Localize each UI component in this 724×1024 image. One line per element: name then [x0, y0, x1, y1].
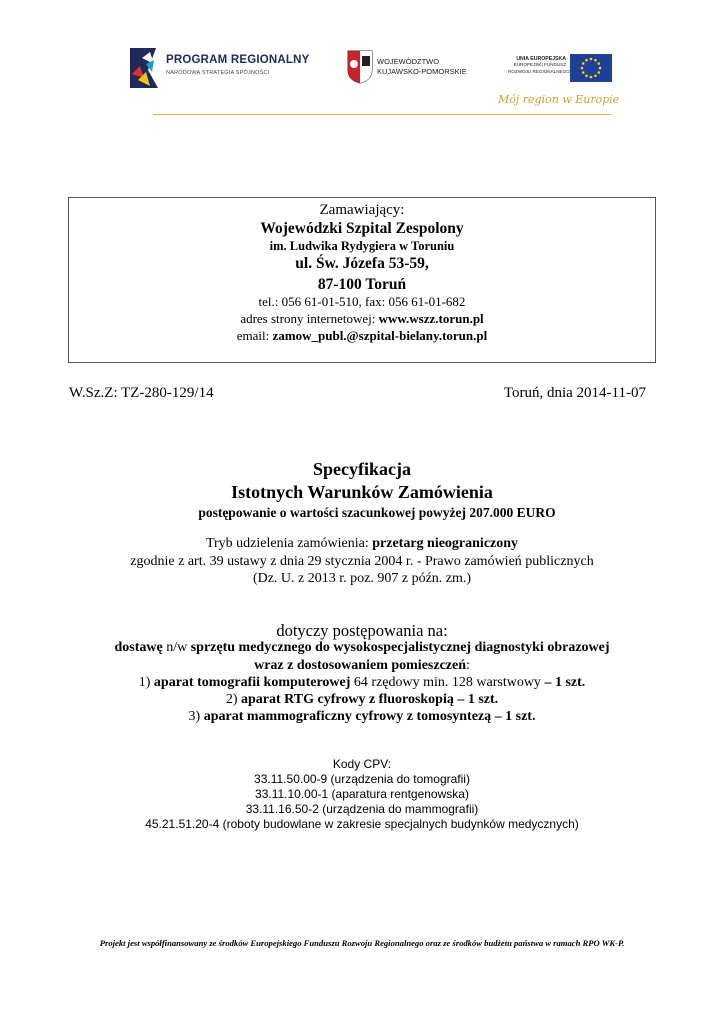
eu-line1: UNIA EUROPEJSKA: [516, 56, 566, 62]
subject-item1: [0, 675, 724, 691]
cpv-code-4: 45.21.51.20-4 (roboty budowlane w zakresie specjalnych budynków medycznych): [145, 817, 579, 831]
email-label: email:: [236, 328, 273, 343]
eu-text: [508, 56, 570, 75]
buyer-box: [68, 197, 656, 363]
item1-number: 1): [138, 675, 154, 690]
procedure-mode: przetarg nieograniczony: [372, 536, 519, 551]
website-link[interactable]: www.wszz.torun.pl: [378, 311, 484, 326]
place-date: Toruń, dnia 2014-11-07: [503, 385, 646, 401]
cpv-code-3: 33.11.16.50-2 (urządzenia do mammografii): [245, 802, 479, 816]
subject-line2-a: wraz z dostosowaniem pomieszczeń: [254, 658, 466, 673]
buyer-city: 87-100 Toruń: [317, 276, 407, 293]
program-regionalny-emblem-icon: [128, 44, 162, 92]
subject-line2: [0, 658, 724, 674]
buyer-patron: im. Ludwika Rydygiera w Toruniu: [269, 239, 455, 253]
website-label: adres strony internetowej:: [240, 311, 379, 326]
cpv-code-1: 33.11.50.00-9 (urządzenia do tomografii): [254, 772, 470, 786]
subject-intro: dotyczy postępowania na:: [276, 621, 448, 640]
title-line2: Istotnych Warunków Zamówienia: [231, 482, 493, 502]
buyer-street: ul. Św. Józefa 53-59,: [295, 255, 429, 272]
cpv-code-2: 33.11.10.00-1 (aparatura rentgenowska): [255, 787, 469, 801]
buyer-name: Wojewódzki Szpital Zespolony: [260, 220, 464, 237]
title-line3: postępowanie o wartości szacunkowej powyżej 207.000 EURO: [198, 505, 556, 520]
program-regionalny-logo: [128, 44, 328, 92]
eu-flag-icon: [570, 54, 612, 82]
buyer-email-line: [69, 328, 655, 344]
coat-of-arms-icon: [347, 50, 373, 84]
item2-name: aparat RTG cyfrowy z fluoroskopią – 1 szt.: [240, 692, 499, 707]
item2-number: 2): [225, 692, 241, 707]
reference-number: W.Sz.Z: TZ-280-129/14: [69, 385, 214, 401]
procedure-mode-label: Tryb udzielenia zamówienia:: [205, 536, 373, 551]
procedure-law-line2: (Dz. U. z 2013 r. poz. 907 z późn. zm.): [252, 571, 472, 586]
slogan: Mój region w Europie: [498, 93, 620, 106]
program-subtitle: NARODOWA STRATEGIA SPÓJNOŚCI: [166, 70, 270, 76]
subject-line1-b: n/w: [162, 640, 191, 655]
item3-number: 3): [188, 709, 204, 724]
footer-note: Projekt jest współfinansowany ze środków Europejskiego Funduszu Rozwoju Regionalnego oraz ze środków budżetu państwa w ramach RPO WK-P.: [99, 938, 625, 948]
subject-item2: [0, 692, 724, 708]
title-line1: Specyfikacja: [313, 459, 411, 479]
buyer-website-line: [69, 311, 655, 327]
item1-spec: 64 rzędowy min. 128 warstwowy: [350, 675, 545, 690]
program-title: PROGRAM REGIONALNY: [166, 54, 310, 66]
subject-line1-c: sprzętu medycznego do wysokospecjalistycznej diagnostyki obrazowej: [190, 640, 610, 655]
procedure-law-line1: zgodnie z art. 39 ustawy z dnia 29 stycznia 2004 r. - Prawo zamówień publicznych: [130, 554, 594, 569]
cpv-label: Kody CPV:: [332, 757, 392, 771]
eu-line2: EUROPEJSKI FUNDUSZ: [513, 62, 566, 68]
voivodeship-line2: KUJAWSKO-POMORSKIE: [377, 67, 467, 76]
subject-item3: [0, 709, 724, 725]
eu-line3: ROZWOJU REGIONALNEGO: [508, 68, 570, 74]
buyer-label: Zamawiający:: [319, 202, 405, 218]
buyer-phone-fax: tel.: 056 61-01-510, fax: 056 61-01-682: [258, 294, 466, 309]
voivodeship-text: [377, 57, 467, 77]
header-divider: [153, 114, 611, 115]
subject-line2-b: :: [466, 658, 470, 673]
item3-name: aparat mammograficzny cyfrowy z tomosyntezą – 1 szt.: [203, 709, 536, 724]
subject-line1-a: dostawę: [114, 640, 163, 655]
voivodeship-line1: WOJEWÓDZTWO: [377, 57, 440, 66]
item1-qty: – 1 szt.: [544, 675, 586, 690]
procedure-mode-line: [0, 536, 724, 552]
voivodeship-logo: [347, 50, 467, 86]
subject-line1: [0, 640, 724, 656]
eu-logo: [508, 54, 618, 84]
email-link[interactable]: zamow_publ.@szpital-bielany.torun.pl: [272, 328, 488, 343]
item1-name: aparat tomografii komputerowej: [153, 675, 351, 690]
